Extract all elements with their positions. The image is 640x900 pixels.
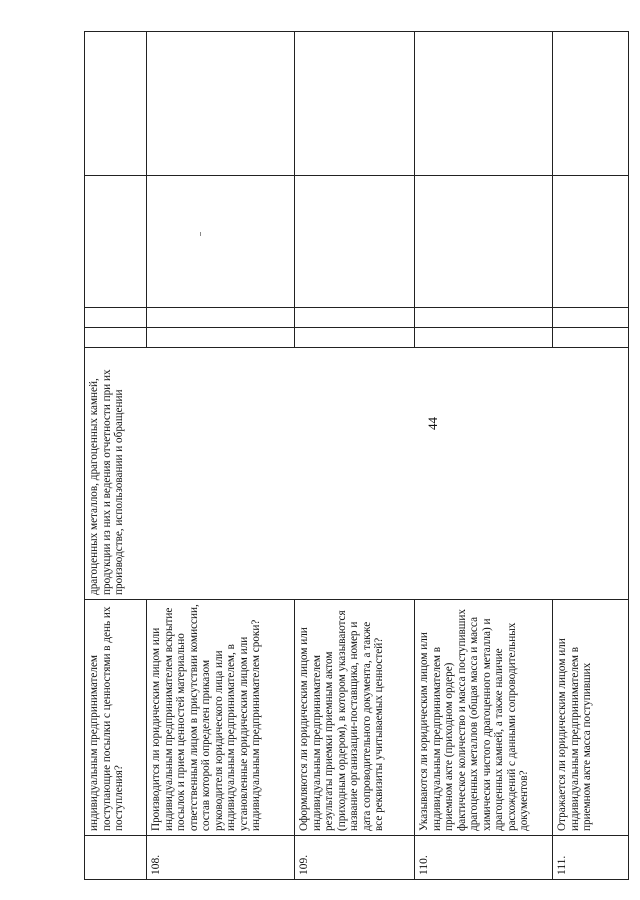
row-number xyxy=(85,836,147,880)
row-number: 108. xyxy=(147,836,295,880)
answer-cell-na xyxy=(553,176,629,308)
answer-cell-no xyxy=(85,308,147,328)
question-text: индивидуальным предпринимателем поступающие посылки с ценностями в день их поступления? xyxy=(85,600,147,836)
rotated-page-content xyxy=(84,32,594,880)
question-text: Указываются ли юридическим лицом или индивидуальным предпринимателем в приемном акте (приходном ордере) фактическое количество и масса поступивших драгоценных металлов (общая масса и масса химически чистого драгоценного металла) и драгоценных камней, а также наличие расхождений с данными сопроводительных документов? xyxy=(415,600,553,836)
note-cell xyxy=(415,32,553,176)
question-text: Производится ли юридическим лицом или индивидуальным предпринимателем вскрытие посылок и прием ценностей материально ответственным лицом в присутствии комиссии, состав которой определен приказом руководителя юридического лица или индивидуальным предпринимателем, в установленные юридическим лицом или индивидуальным предпринимателем сроки? xyxy=(147,600,295,836)
checklist-table xyxy=(84,31,629,880)
row-number: 111. xyxy=(553,836,629,880)
note-cell xyxy=(85,32,147,176)
answer-cell-na xyxy=(147,176,295,308)
answer-cell-na xyxy=(415,176,553,308)
legal-basis-cell xyxy=(85,348,629,600)
page-number: 44 xyxy=(425,417,440,430)
note-cell xyxy=(295,32,415,176)
answer-cell-yes xyxy=(85,328,147,348)
answer-cell-yes xyxy=(415,328,553,348)
question-text: Оформляются ли юридическим лицом или индивидуальным предпринимателем результаты приемки приемным актом (приходным ордером), в котором указываются название организации-поставщика, номер и дата сопроводительного документа, а также все реквизиты учитываемых ценностей? xyxy=(295,600,415,836)
legal-basis-text: драгоценных металлов, драгоценных камней, продукции из них и ведения отчетности при их производстве, использовании и обращении xyxy=(88,369,126,595)
row-number: 110. xyxy=(415,836,553,880)
answer-cell-na xyxy=(85,176,147,308)
note-cell xyxy=(147,32,295,176)
answer-cell-no xyxy=(147,308,295,328)
question-text: Отражается ли юридическим лицом или индивидуальным предпринимателем в приемном акте масса поступивших xyxy=(553,600,629,836)
answer-cell-yes xyxy=(553,328,629,348)
answer-cell-no xyxy=(553,308,629,328)
answer-cell-no xyxy=(295,308,415,328)
answer-cell-yes xyxy=(147,328,295,348)
note-cell xyxy=(553,32,629,176)
answer-cell-na xyxy=(295,176,415,308)
row-number: 109. xyxy=(295,836,415,880)
answer-cell-no xyxy=(415,308,553,328)
answer-cell-yes xyxy=(295,328,415,348)
scan-artifact-mark xyxy=(200,232,201,236)
table-row xyxy=(85,32,147,880)
